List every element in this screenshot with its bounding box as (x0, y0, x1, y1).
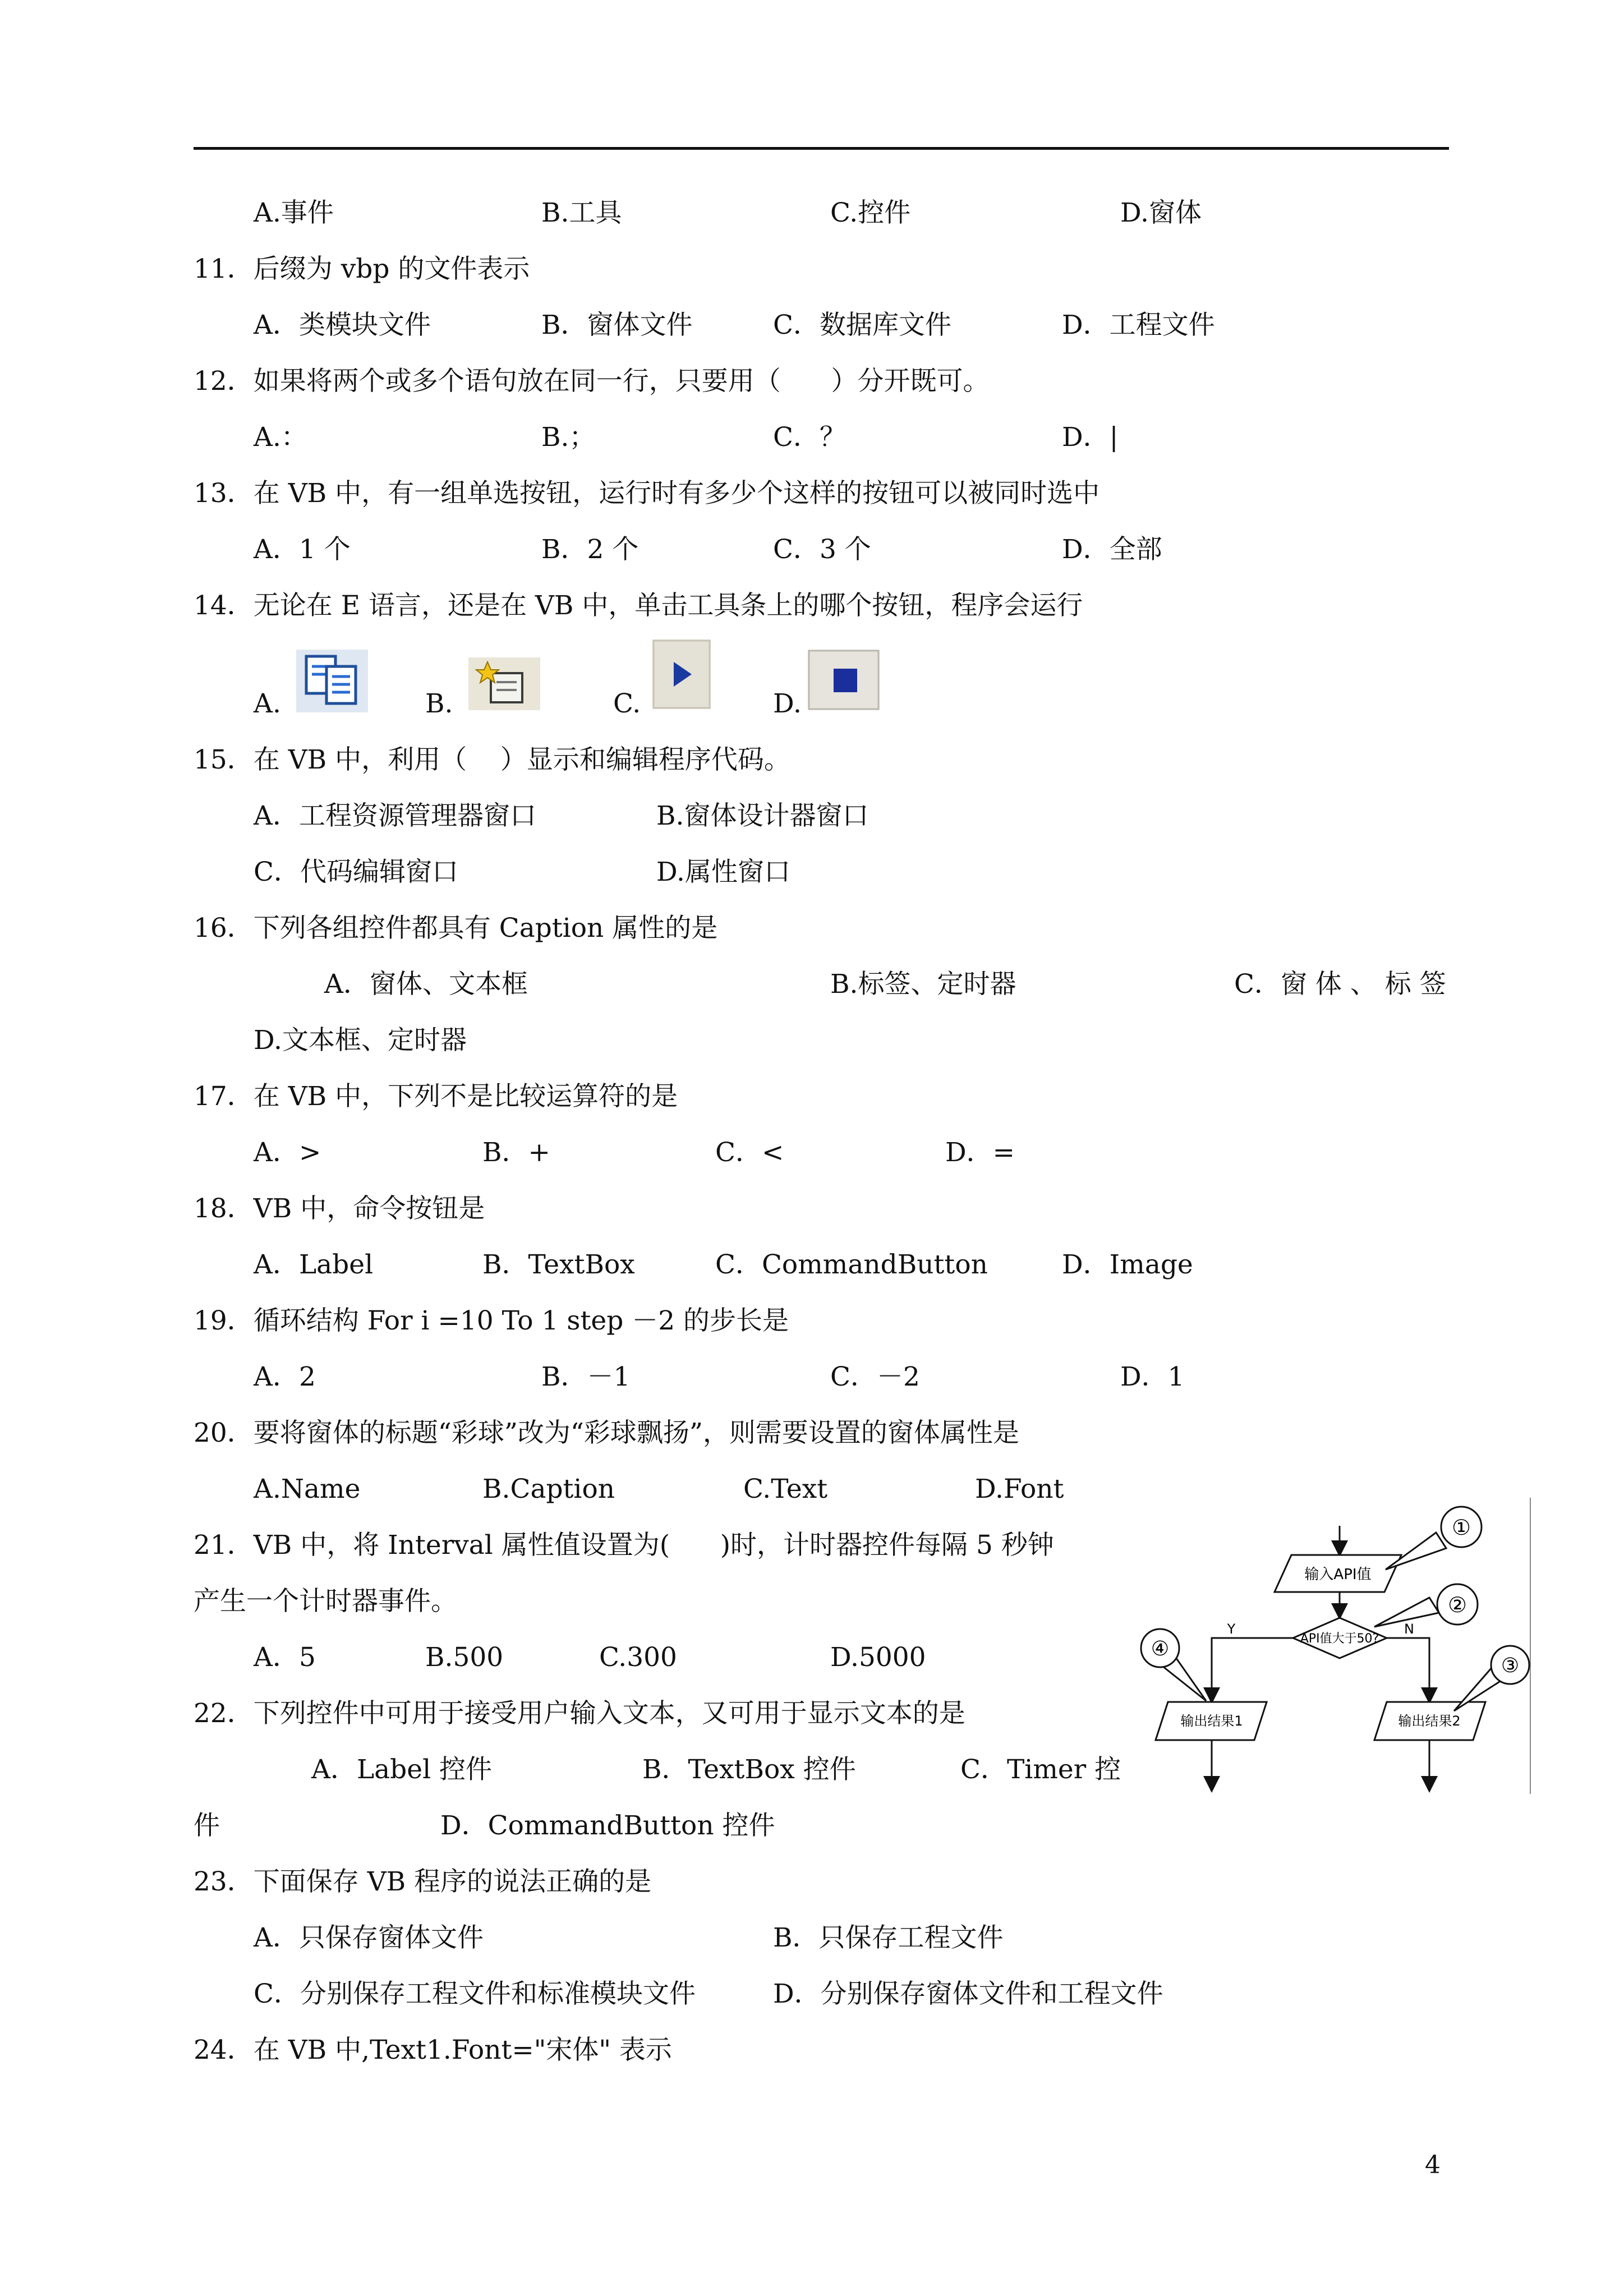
q22-option-c-wrap: 件 (194, 1810, 220, 1841)
q21-stem-line2: 产生一个计时器事件。 (194, 1586, 457, 1617)
output2-label: 输出结果2 (1398, 1713, 1461, 1729)
q14-option-a: A. (254, 688, 281, 719)
q17-option-d: D．= (945, 1137, 1015, 1168)
q14-stem: 14．无论在 E 语言，还是在 VB 中，单击工具条上的哪个按钮，程序会运行 (194, 590, 1083, 621)
q24-stem: 24．在 VB 中,Text1.Font="宋体" 表示 (194, 2035, 672, 2065)
q18-option-b: B．TextBox (482, 1249, 635, 1280)
callout-3-label: ③ (1501, 1654, 1520, 1677)
q17-stem: 17．在 VB 中，下列不是比较运算符的是 (194, 1081, 678, 1112)
q11-stem: 11．后缀为 vbp 的文件表示 (194, 254, 530, 284)
q23-option-b: B．只保存工程文件 (773, 1922, 1004, 1953)
q13-stem: 13．在 VB 中，有一组单选按钮，运行时有多少个这样的按钮可以被同时选中 (194, 478, 1100, 509)
q18-stem: 18．VB 中，命令按钮是 (194, 1193, 485, 1224)
q15-option-a: A．工程资源管理器窗口 (254, 800, 536, 831)
q23-option-d: D．分别保存窗体文件和工程文件 (773, 1978, 1163, 2009)
q10-option-d: D.窗体 (1120, 197, 1202, 228)
q20-option-c: C.Text (743, 1474, 828, 1504)
q15-option-c: C．代码编辑窗口 (254, 857, 458, 887)
q14-option-c: C. (613, 688, 641, 719)
q18-option-c: C．CommandButton (715, 1249, 988, 1280)
q16-option-d: D.文本框、定时器 (254, 1025, 467, 1056)
q14-option-d: D. (773, 688, 802, 719)
q10-option-b: B.工具 (541, 197, 622, 228)
q18-option-a: A．Label (254, 1249, 374, 1280)
page-number: 4 (1425, 2151, 1441, 2179)
q11-option-d: D．工程文件 (1062, 310, 1215, 341)
q10-option-a: A.事件 (254, 197, 334, 228)
q10-option-c: C.控件 (830, 197, 911, 228)
new-project-icon (468, 657, 540, 710)
q13-option-b: B．2 个 (541, 534, 639, 565)
no-label: N (1404, 1621, 1414, 1637)
callout-2-label: ② (1447, 1593, 1467, 1617)
q15-option-b: B.窗体设计器窗口 (656, 800, 869, 831)
q20-option-a: A.Name (254, 1474, 361, 1504)
q19-option-d: D．1 (1120, 1361, 1185, 1392)
q23-option-c: C．分别保存工程文件和标准模块文件 (254, 1978, 696, 2009)
run-icon (652, 639, 711, 709)
copy-icon (296, 650, 368, 712)
q17-option-b: B．+ (482, 1137, 550, 1168)
q13-option-c: C．3 个 (773, 534, 871, 565)
q14-option-b: B. (425, 688, 453, 719)
q20-option-d: D.Font (975, 1474, 1064, 1504)
q21-stem-line1: 21．VB 中，将 Interval 属性值设置为( )时，计时器控件每隔 5 秒钟 (194, 1530, 1054, 1561)
q16-stem: 16．下列各组控件都具有 Caption 属性的是 (194, 913, 718, 944)
q21-option-b: B.500 (425, 1642, 504, 1673)
q15-stem: 15．在 VB 中，利用（ ）显示和编辑程序代码。 (194, 744, 790, 775)
q12-option-d: D．| (1062, 422, 1119, 453)
q23-option-a: A．只保存窗体文件 (254, 1922, 484, 1953)
q21-option-c: C.300 (599, 1642, 677, 1673)
q16-option-c: C．窗 体 、 标 签 (1234, 969, 1446, 1000)
q21-option-d: D.5000 (830, 1642, 926, 1673)
callout-4-label: ④ (1151, 1637, 1170, 1660)
q22-option-a: A．Label 控件 (311, 1754, 493, 1785)
q11-option-b: B．窗体文件 (541, 310, 693, 341)
q17-option-c: C．< (715, 1137, 784, 1168)
q15-option-d: D.属性窗口 (656, 857, 790, 887)
yes-label: Y (1227, 1621, 1236, 1637)
q18-option-d: D．Image (1062, 1249, 1193, 1280)
q20-stem: 20．要将窗体的标题“彩球”改为“彩球飘扬”，则需要设置的窗体属性是 (194, 1418, 1019, 1448)
q22-option-b: B．TextBox 控件 (642, 1754, 856, 1785)
flowchart-figure (1133, 1498, 1531, 1795)
q12-stem: 12．如果将两个或多个语句放在同一行，只要用（ ）分开既可。 (194, 366, 990, 397)
q19-option-a: A．2 (254, 1361, 316, 1392)
input-box-label: 输入API值 (1304, 1566, 1372, 1583)
q12-option-c: C．？ (773, 422, 846, 453)
stop-icon (808, 650, 880, 710)
q22-option-c: C．Timer 控 (960, 1754, 1121, 1785)
q12-option-a: A.： (254, 422, 307, 453)
q21-option-a: A．5 (254, 1642, 316, 1673)
q17-option-a: A．> (254, 1137, 321, 1168)
q16-option-b: B.标签、定时器 (830, 969, 1016, 1000)
q16-option-a: A．窗体、文本框 (324, 969, 528, 1000)
q11-option-c: C．数据库文件 (773, 310, 951, 341)
decision-label: API值大于50? (1300, 1632, 1379, 1646)
q13-option-a: A．1 个 (254, 534, 351, 565)
q22-stem: 22．下列控件中可用于接受用户输入文本，又可用于显示文本的是 (194, 1698, 965, 1729)
callout-1-label: ① (1451, 1515, 1471, 1540)
q19-option-b: B．－1 (541, 1361, 631, 1392)
q12-option-b: B.； (541, 422, 596, 453)
q20-option-b: B.Caption (482, 1474, 615, 1504)
q13-option-d: D．全部 (1062, 534, 1162, 565)
q19-option-c: C．－2 (830, 1361, 920, 1392)
output1-label: 输出结果1 (1180, 1713, 1243, 1729)
q19-stem: 19．循环结构 For i =10 To 1 step －2 的步长是 (194, 1305, 789, 1336)
q23-stem: 23．下面保存 VB 程序的说法正确的是 (194, 1866, 652, 1897)
header-rule (194, 147, 1449, 150)
q22-option-d: D．CommandButton 控件 (440, 1810, 775, 1841)
q11-option-a: A．类模块文件 (254, 310, 431, 341)
